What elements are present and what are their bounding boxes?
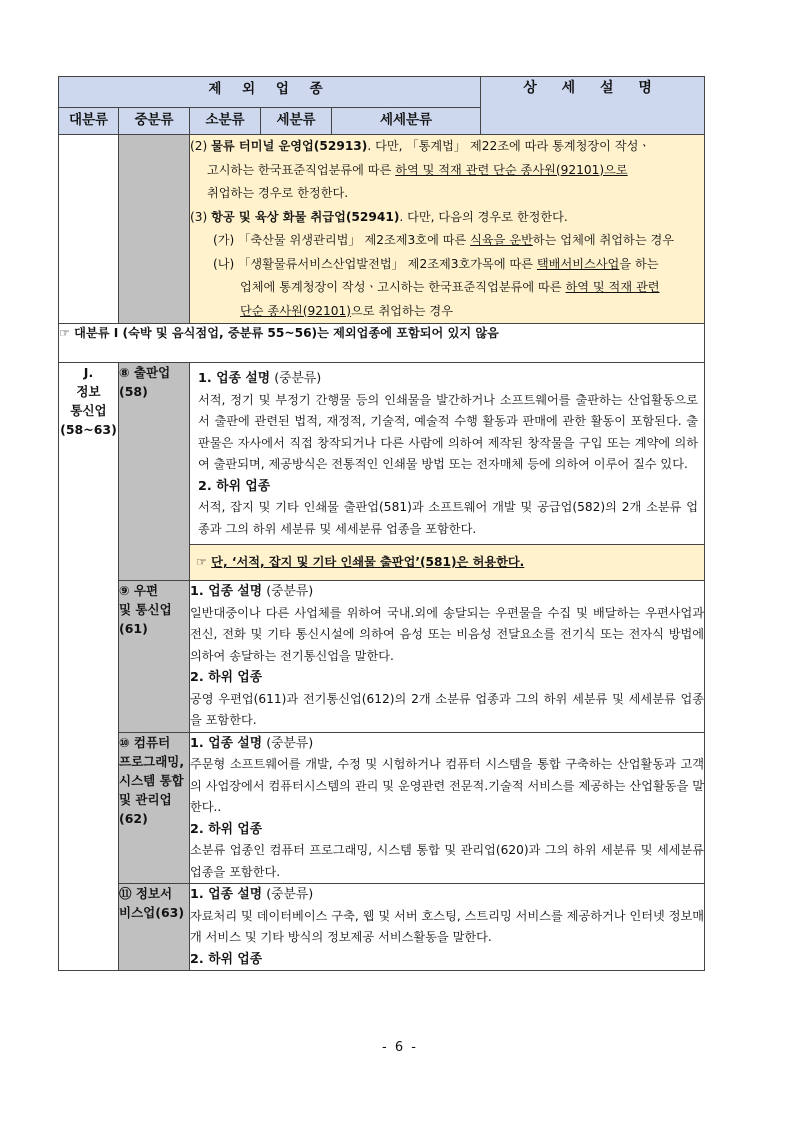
desc-text: 서적, 정기 및 부정기 간행물 등의 인쇄물을 발간하거나 소프트웨어를 출판하는 산업활동으로서 출판에 관련된 법적, 재정적, 기술적, 예술적 수행 활동과 판매에 관한 활동이 포함된다. 출판물은 자사에서 직접 창작되거나 다른 사람에 의하여 제작된 창작물을 구입 또는 계약에 의하여 출판되며, 제공방식은 전통적인 인쇄물 방법 또는 전자매체 등에 의하여 이루어 질수 있다. — [198, 392, 699, 471]
sub-text: 소분류 업종인 컴퓨터 프로그래밍, 시스템 통합 및 관리업(620)과 그의 하위 세분류 및 세세분류 업종을 포함한다. — [190, 843, 705, 879]
desc-heading: 1. 업종 설명 (중분류) — [198, 371, 322, 386]
item-2: (2) 물류 터미널 운영업(52913). 다만, 「통계법」 제22조에 따라 통계청장이 작성ㆍ 고시하는 한국표준직업분류에 따른 하역 및 적재 관련 단순 종사원(92101)으로 취업하는 경우로 한정한다. — [190, 139, 651, 200]
col-major: 대분류 — [59, 108, 119, 135]
middle-label-b: 및 통신업 — [119, 602, 172, 617]
detail-header: 상 세 설 명 — [481, 77, 705, 135]
major-name-a: 정보 — [76, 384, 101, 399]
section-row-61 — [59, 581, 705, 733]
middle-category-63 — [119, 884, 190, 971]
note-row — [59, 324, 705, 363]
allow-note-581: ☞ 단, ‘서적, 잡지 및 기타 인쇄물 출판업’(581)은 허용한다. — [190, 544, 704, 580]
continuation-row — [59, 135, 705, 324]
middle-label: ⑩ 컴퓨터 — [119, 734, 171, 750]
continuation-content — [190, 135, 705, 324]
middle-label-d: 및 관리업 — [119, 791, 172, 807]
col-minor: 소분류 — [190, 108, 261, 135]
item-3-ga: (가) 「축산물 위생관리법」 제2조제3호에 따른 식육을 운반하는 업체에 취업하는 경우 — [213, 233, 675, 247]
desc-text: 일반대중이나 다른 사업체를 위하여 국내.외에 송달되는 우편물을 수집 및 배달하는 우편사업과 전신, 전화 및 기타 통신시설에 의하여 음성 또는 비음성 전달요소를 전기식 또는 전자식 방법에 의하여 송달하는 전기통신업을 말한다. — [190, 605, 705, 663]
classification-table — [58, 76, 705, 971]
desc-heading: 1. 업종 설명 (중분류) — [190, 584, 314, 599]
col-sub: 세분류 — [261, 108, 332, 135]
section-row-62 — [59, 732, 705, 884]
section-row-63 — [59, 884, 705, 971]
middle-category-58 — [119, 363, 190, 581]
item-3-na: (나) 「생활물류서비스산업발전법」 제2조제3호가목에 따른 택배서비스사업을 하는 — [213, 256, 659, 271]
middle-label: ⑧ 출판업 — [119, 365, 171, 380]
detail-cell-63 — [190, 884, 705, 971]
excluded-industry-header: 제 외 업 종 — [59, 77, 481, 108]
sub-heading: 2. 하위 업종 — [198, 478, 271, 494]
middle-cell-grey — [119, 135, 190, 324]
col-detail-sub: 세세분류 — [332, 108, 481, 135]
middle-label-c: 시스템 통합 — [119, 772, 184, 788]
sub-heading: 2. 하위 업종 — [190, 670, 263, 685]
desc-heading: 1. 업종 설명 (중분류) — [190, 887, 314, 902]
major-range: (58~63) — [60, 422, 117, 437]
middle-category-61 — [119, 581, 190, 733]
major-cell-empty — [59, 135, 119, 324]
major-category-j — [59, 363, 119, 971]
header-row-1 — [59, 77, 705, 108]
sub-text: 공영 우편업(611)과 전기통신업(612)의 2개 소분류 업종과 그의 하위 세분류 및 세세분류 업종을 포함한다. — [190, 691, 705, 727]
sub-heading: 2. 하위 업종 — [190, 951, 263, 967]
detail-cell-62 — [190, 732, 705, 884]
section-row-58 — [59, 363, 705, 581]
page-number: - 6 - — [382, 1040, 418, 1055]
middle-code: (58) — [119, 384, 148, 399]
middle-label: ⑨ 우편 — [119, 583, 159, 598]
detail-cell-58 — [190, 363, 705, 581]
accommodation-note: ☞ 대분류 I (숙박 및 음식점업, 중분류 55~56)는 제외업종에 포함되어 있지 않음 — [59, 324, 705, 363]
desc-text: 자료처리 및 데이터베이스 구축, 웹 및 서버 호스팅, 스트리밍 서비스를 제공하거나 인터넷 정보매개 서비스 및 기타 방식의 정보제공 서비스활동을 말한다. — [190, 908, 705, 944]
detail-cell-61 — [190, 581, 705, 733]
desc-heading: 1. 업종 설명 (중분류) — [190, 735, 314, 751]
major-name-b: 통신업 — [70, 403, 107, 418]
middle-code: (61) — [119, 621, 148, 636]
desc-text: 주문형 소프트웨어를 개발, 수정 및 시험하거나 컴퓨터 시스템을 통합 구축하는 산업활동과 고객의 사업장에서 컴퓨터시스템의 관리 및 운영관련 전문적.기술적 서비스를 제공하는 산업활동을 말한다.. — [190, 757, 705, 814]
middle-label-b: 비스업(63) — [119, 905, 185, 920]
middle-category-62 — [119, 732, 190, 884]
middle-label-b: 프로그래밍, — [119, 753, 185, 769]
sub-text: 서적, 잡지 및 기타 인쇄물 출판업(581)과 소프트웨어 개발 및 공급업(582)의 2개 소분류 업종과 그의 하위 세분류 및 세세분류 업종을 포함한다. — [198, 500, 699, 536]
major-code: J. — [83, 365, 94, 380]
item-3-na-cont: 업체에 통계청장이 작성ㆍ고시하는 한국표준직업분류에 따른 하역 및 적재 관련 단순 종사원(92101)으로 취업하는 경우 — [240, 280, 660, 318]
middle-label: ⑪ 정보서 — [119, 886, 173, 901]
middle-code: (62) — [119, 810, 148, 826]
col-middle: 중분류 — [119, 108, 190, 135]
item-3: (3) 항공 및 육상 화물 취급업(52941). 다만, 다음의 경우로 한정한다. — [190, 209, 568, 224]
detail-desc-58 — [190, 363, 704, 544]
sub-heading: 2. 하위 업종 — [190, 821, 263, 837]
